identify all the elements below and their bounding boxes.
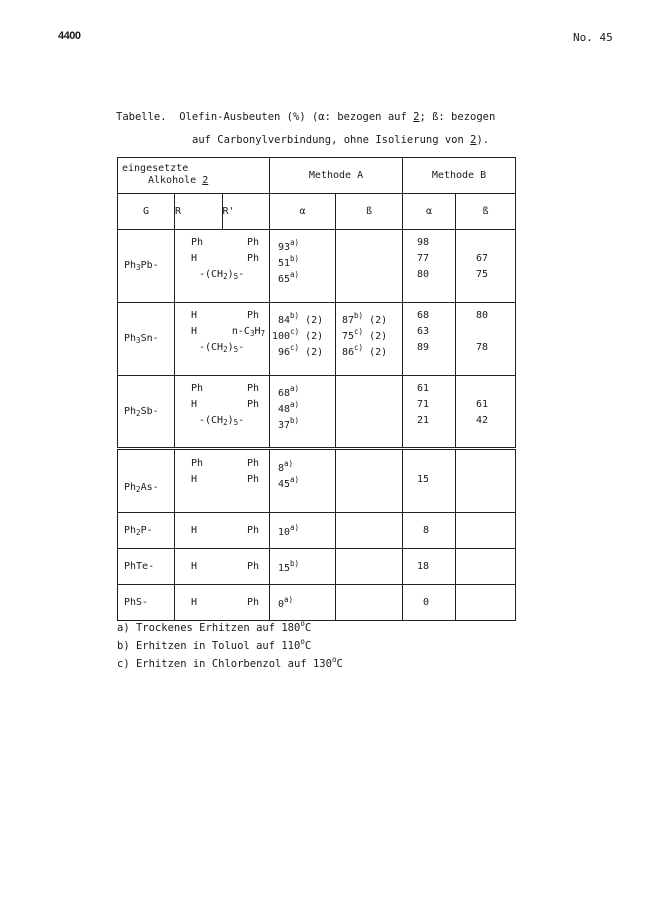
table-row-te (118, 549, 516, 585)
substituents-as: Ph Ph H Ph (175, 449, 270, 513)
col-g-header: G (118, 194, 175, 230)
column-header-row (118, 194, 516, 230)
p-a-alpha: 10$^{a)}$ (270, 513, 336, 549)
table-row-p (118, 513, 516, 549)
sb-b-alpha: 61 71 21 (403, 376, 456, 449)
table-row-sn (118, 303, 516, 376)
alcohols-header-line2: Alkohole 2 (148, 175, 209, 186)
substituents-sn: H Ph H $n-C_3H_7$ $-(CH_2)_5-$ (175, 303, 270, 376)
group-s: PhS- (118, 585, 175, 621)
sn-b-beta: 80 78 (456, 303, 516, 376)
caption-text: auf Carbonylverbindung, ohne Isolierung von (192, 134, 471, 146)
caption-ref: 2 (470, 134, 477, 146)
col-r-header: R R' (175, 194, 270, 230)
pb-b-alpha: 98 77 80 (403, 230, 456, 303)
te-a-beta (336, 549, 403, 585)
sn-a-alpha: 84$^{b)}$ (2) 100$^{c)}$ (2) 96$^{c)}$ (2) (270, 303, 336, 376)
s-a-alpha: 0$^{a)}$ (270, 585, 336, 621)
table-row-as (118, 449, 516, 513)
sn-b-alpha: 68 63 89 (403, 303, 456, 376)
as-a-alpha: 8$^{a)}$ 45$^{a)}$ (270, 449, 336, 513)
substituents-s: H Ph (175, 585, 270, 621)
substituents-te: H Ph (175, 549, 270, 585)
pb-b-beta: 67 75 (456, 230, 516, 303)
alcohols-header (118, 158, 270, 194)
olefin-yield-table (117, 157, 516, 621)
table-caption-line2 (192, 134, 489, 146)
caption-text: ; ß: bezogen (419, 111, 496, 123)
as-b-alpha: 15 (403, 449, 456, 513)
col-a-alpha-header: α (270, 194, 336, 230)
footnote-b: b) Erhitzen in Toluol auf 110$^o$C (117, 637, 312, 652)
footnote-a: a) Trockenes Erhitzen auf 180$^o$C (117, 619, 312, 634)
s-b-alpha: 0 (403, 585, 456, 621)
page-number: 4400 (58, 30, 81, 42)
footnotes (117, 615, 343, 669)
pb-a-alpha: 93$^{a)}$ 51$^{b)}$ 65$^{a)}$ (270, 230, 336, 303)
s-a-beta (336, 585, 403, 621)
as-b-beta (456, 449, 516, 513)
sb-b-beta: 61 42 (456, 376, 516, 449)
te-a-alpha: 15$^{b)}$ (270, 549, 336, 585)
group-pb: $Ph_3Pb-$ (118, 230, 175, 303)
col-a-beta-header: ß (336, 194, 403, 230)
col-b-alpha-header: α (403, 194, 456, 230)
table-row-pb (118, 230, 516, 303)
te-b-alpha: 18 (403, 549, 456, 585)
table-row-sb (118, 376, 516, 449)
sb-a-alpha: 68$^{a)}$ 48$^{a)}$ 37$^{b)}$ (270, 376, 336, 449)
col-b-beta-header: ß (456, 194, 516, 230)
te-b-beta (456, 549, 516, 585)
substituents-p: H Ph (175, 513, 270, 549)
alcohols-header-line1: eingesetzte (122, 163, 189, 174)
s-b-beta (456, 585, 516, 621)
table-header-row (118, 158, 516, 194)
substituents-pb: Ph Ph H Ph $-(CH_2)_5-$ (175, 230, 270, 303)
group-te: PhTe- (118, 549, 175, 585)
p-b-beta (456, 513, 516, 549)
p-b-alpha: 8 (403, 513, 456, 549)
sb-a-beta (336, 376, 403, 449)
group-p: $Ph_2P-$ (118, 513, 175, 549)
method-a-header: Methode A (270, 158, 403, 194)
table-caption-line1 (116, 111, 495, 123)
pb-a-beta (336, 230, 403, 303)
group-sn: $Ph_3Sn-$ (118, 303, 175, 376)
issue-number: No. 45 (573, 31, 613, 44)
group-sb: $Ph_2Sb-$ (118, 376, 175, 449)
substituents-sb: Ph Ph H Ph $-(CH_2)_5-$ (175, 376, 270, 449)
group-as: $Ph_2As-$ (118, 449, 175, 513)
sn-a-beta: 87$^{b)}$ (2) 75$^{c)}$ (2) 86$^{c)}$ (2) (336, 303, 403, 376)
caption-ref: 2 (413, 111, 420, 123)
as-a-beta (336, 449, 403, 513)
p-a-beta (336, 513, 403, 549)
caption-text: ). (476, 134, 490, 146)
caption-text: Tabelle. Olefin-Ausbeuten (%) (α: bezogen auf (116, 111, 414, 123)
method-b-header: Methode B (403, 158, 516, 194)
footnote-c: c) Erhitzen in Chlorbenzol auf 130$^o$C (117, 655, 343, 670)
